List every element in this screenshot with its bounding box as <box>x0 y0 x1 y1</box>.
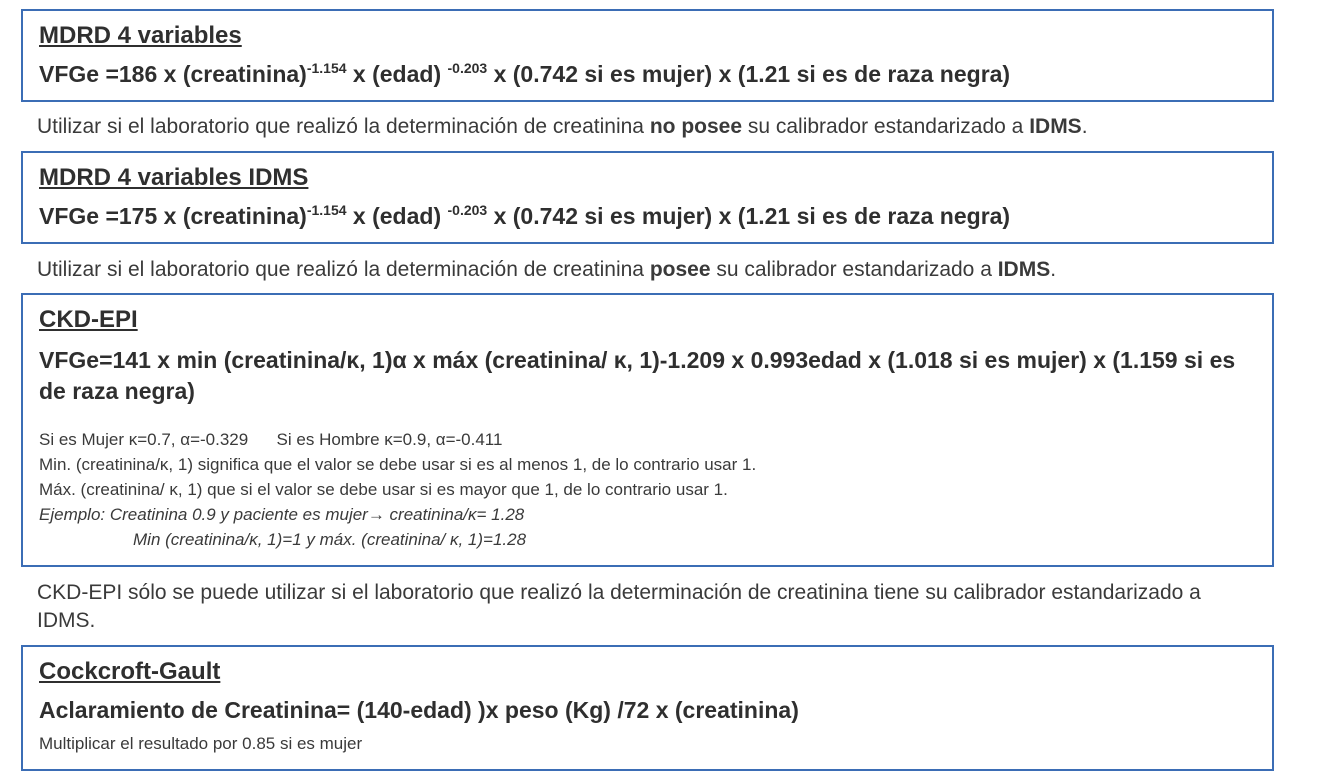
mdrd4-formula: VFGe =186 x (creatinina)$^{-1.154}$ x (edad) $^{-0.203}$ x (0.742 si es mujer) x (1.21 si es de raza negra) <box>39 60 1011 87</box>
mdrd4-idms-note: Utilizar si el laboratorio que realizó la determinación de creatinina posee su calibrador estandarizado a IDMS. <box>37 258 1057 281</box>
mdrd4-title: MDRD 4 variables <box>39 22 242 49</box>
ckd-epi-title: CKD-EPI <box>39 306 138 333</box>
mdrd4-box <box>21 9 1274 102</box>
mdrd4-note: Utilizar si el laboratorio que realizó la determinación de creatinina no posee su calibrador estandarizado a IDMS. <box>37 115 1088 138</box>
ckd-epi-example-2: Min (creatinina/κ, 1)=1 y máx. (creatinina/ κ, 1)=1.28 <box>133 530 527 549</box>
ckd-epi-detail-3: Máx. (creatinina/ κ, 1) que si el valor se debe usar si es mayor que 1, de lo contrario usar 1. <box>39 480 728 499</box>
ckd-epi-note: CKD-EPI sólo se puede utilizar si el laboratorio que realizó la determinación de creatinina tiene su calibrador estandarizado a IDMS. <box>37 581 1201 632</box>
ckd-epi-detail-2: Min. (creatinina/κ, 1) significa que el valor se debe usar si es al menos 1, de lo contrario usar 1. <box>39 455 757 474</box>
ckd-epi-formula: VFGe=141 x min (creatinina/κ, 1)α x máx (creatinina/ κ, 1)-1.209 x 0.993edad x (1.018 si es mujer) x (1.159 si es de raza negra) <box>39 347 1236 404</box>
mdrd4-idms-title: MDRD 4 variables IDMS <box>39 164 309 191</box>
ckd-epi-example-1: Ejemplo: Creatinina 0.9 y paciente es mujer→ creatinina/κ= 1.28 <box>39 505 525 524</box>
cockcroft-note: Multiplicar el resultado por 0.85 si es mujer <box>39 734 363 753</box>
mdrd4-idms-box <box>21 151 1274 244</box>
ckd-epi-details <box>39 427 1256 552</box>
cockcroft-title: Cockcroft-Gault <box>39 658 221 685</box>
mdrd4-idms-formula: VFGe =175 x (creatinina)$^{-1.154}$ x (edad) $^{-0.203}$ x (0.742 si es mujer) x (1.21 si es de raza negra) <box>39 202 1011 229</box>
cockcroft-box <box>21 645 1274 771</box>
ckd-epi-box <box>21 293 1274 567</box>
ckd-epi-detail-1: Si es Mujer κ=0.7, α=-0.329 Si es Hombre κ=0.9, α=-0.411 <box>39 430 503 449</box>
cockcroft-formula: Aclaramiento de Creatinina= (140-edad) )x peso (Kg) /72 x (creatinina) <box>39 697 799 723</box>
